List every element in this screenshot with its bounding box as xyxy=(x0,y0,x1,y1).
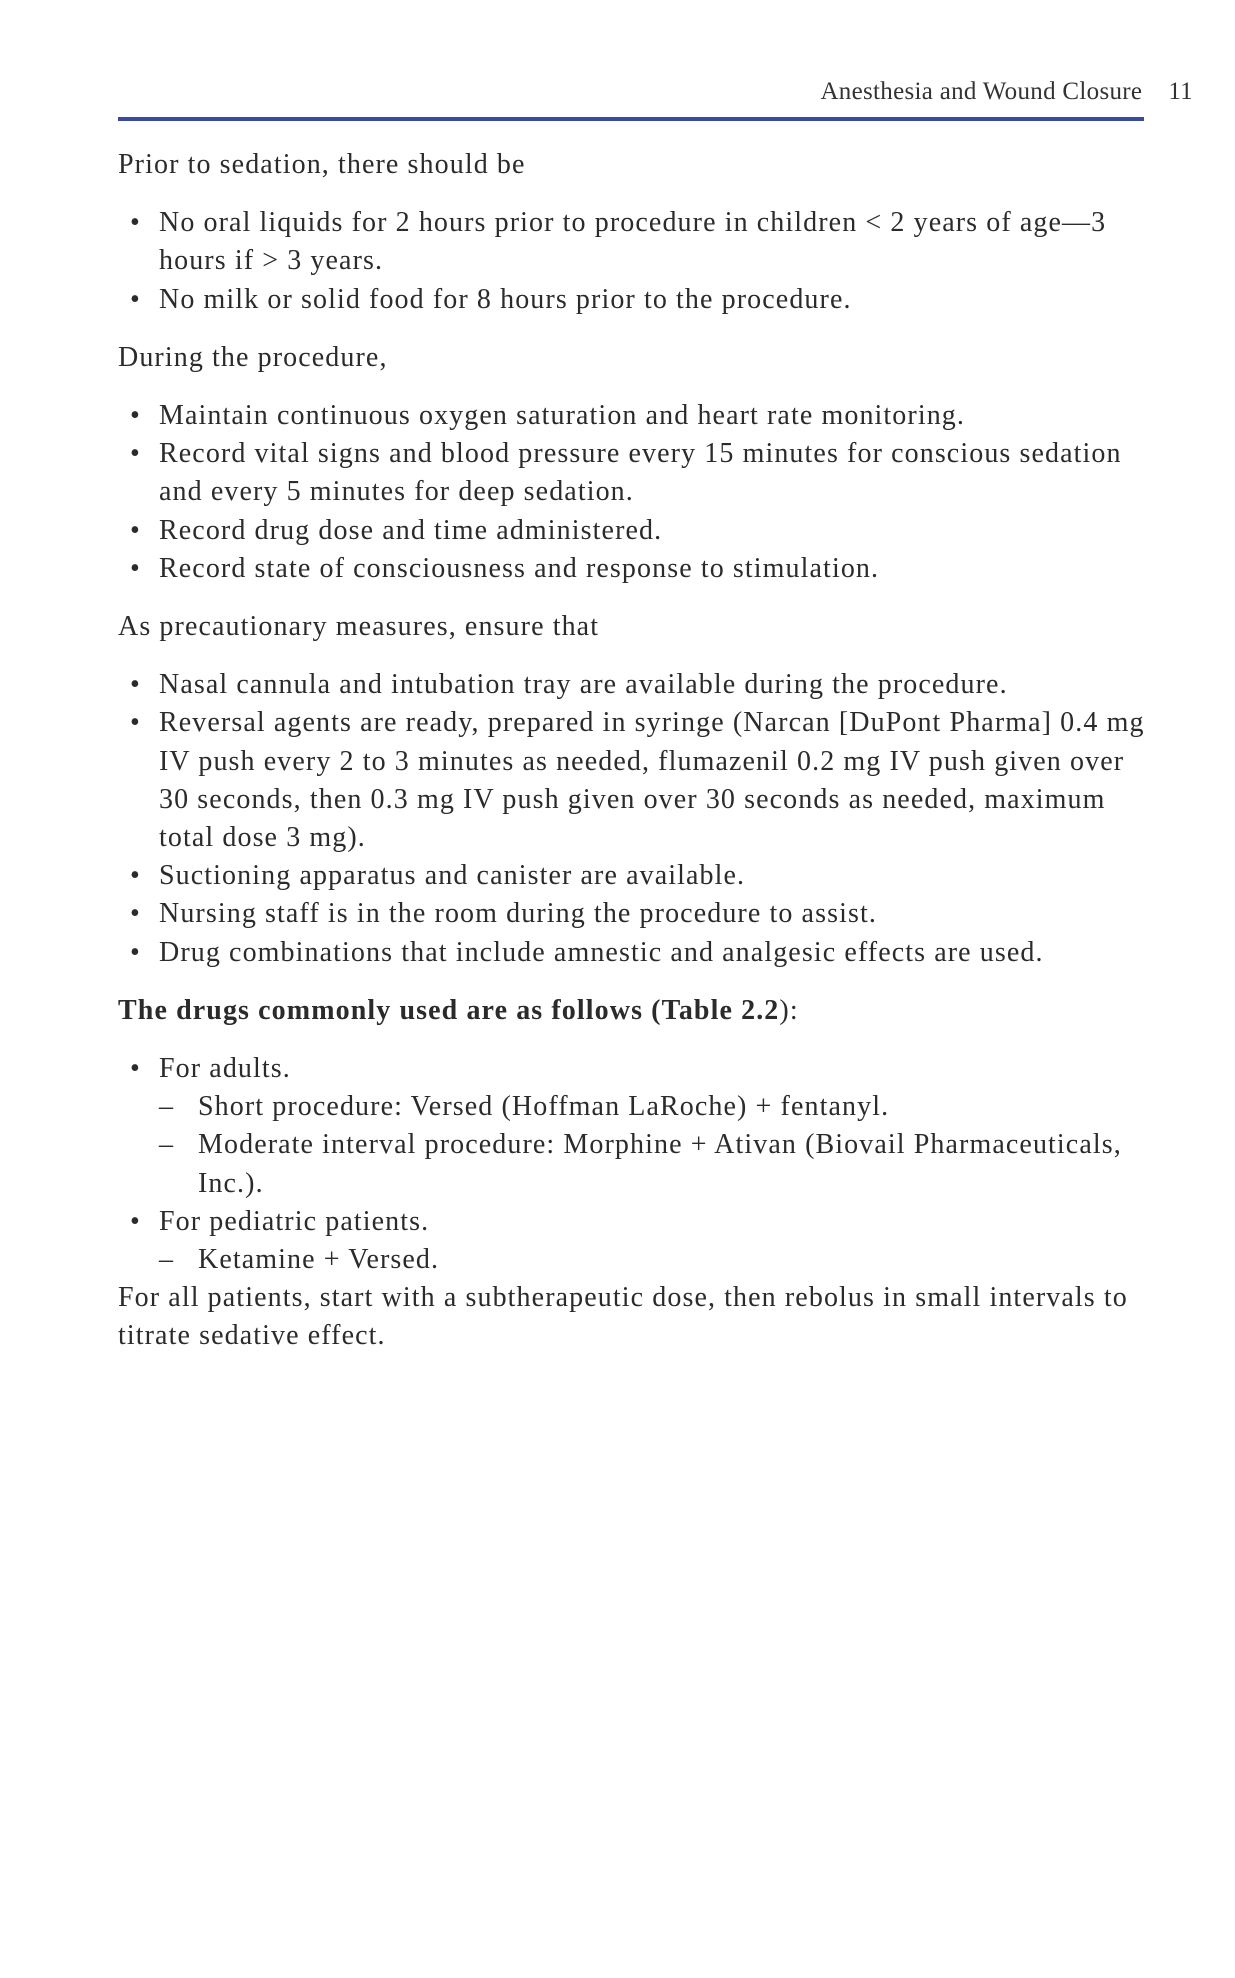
precautions-lead: As precautionary measures, ensure that xyxy=(118,611,600,643)
prior-list xyxy=(118,204,1148,319)
list-item-adults xyxy=(118,1050,1148,1203)
running-title: Anesthesia and Wound Closure xyxy=(820,78,1143,105)
pediatric-label: For pediatric patients. xyxy=(159,1205,430,1237)
prior-lead: Prior to sedation, there should be xyxy=(118,149,526,180)
header-rule xyxy=(118,117,1144,121)
precautions-list xyxy=(118,666,1148,972)
during-lead: During the procedure, xyxy=(118,341,388,373)
list-item: • Record state of consciousness and response to stimulation. xyxy=(118,550,1148,588)
list-item: • Suctioning apparatus and canister are available. xyxy=(118,857,1148,895)
list-item: • Drug combinations that include amnestic and analgesic effects are used. xyxy=(118,934,1148,972)
list-item: • Maintain continuous oxygen saturation and heart rate monitoring. xyxy=(118,397,1148,435)
list-item: • Record drug dose and time administered. xyxy=(118,512,1148,550)
pediatric-sublist xyxy=(159,1241,1148,1279)
adults-sublist xyxy=(159,1088,1148,1203)
drugs-lead-tail: ): xyxy=(779,994,799,1026)
list-item-pediatric xyxy=(118,1203,1148,1279)
running-head xyxy=(73,78,1193,106)
during-list xyxy=(118,397,1148,588)
sublist-item: – Moderate interval procedure: Morphine + Ativan (Biovail Pharmaceuticals, Inc.). xyxy=(159,1126,1148,1202)
sublist-item: – Short procedure: Versed (Hoffman LaRoche) + fentanyl. xyxy=(159,1088,1148,1126)
page-number: 11 xyxy=(1168,78,1193,105)
closing-paragraph: For all patients, start with a subtherapeutic dose, then rebolus in small intervals to titrate sedative effect. xyxy=(118,1282,1128,1352)
sublist-item: – Ketamine + Versed. xyxy=(159,1241,1148,1279)
drugs-list xyxy=(118,1050,1148,1279)
list-item: • No oral liquids for 2 hours prior to procedure in children < 2 years of age—3 hours if > 3 years. xyxy=(118,204,1148,280)
drugs-lead xyxy=(118,992,1148,1030)
list-item: • Record vital signs and blood pressure every 15 minutes for conscious sedation and every 5 minutes for deep sedation. xyxy=(118,435,1148,511)
list-item: • No milk or solid food for 8 hours prior to the procedure. xyxy=(118,281,1148,319)
adults-label: For adults. xyxy=(159,1053,291,1085)
body-text xyxy=(118,146,1148,1356)
list-item: • Nursing staff is in the room during the procedure to assist. xyxy=(118,895,1148,933)
list-item: • Reversal agents are ready, prepared in syringe (Narcan [DuPont Pharma] 0.4 mg IV push every 2 to 3 minutes as needed, flumazenil 0.2 mg IV push given over 30 seconds, then 0.3 mg IV push given over 30 seconds as needed, maximum total dose 3 mg). xyxy=(118,704,1148,857)
drugs-lead-bold: The drugs commonly used are as follows (Table 2.2 xyxy=(118,994,780,1026)
list-item: • Nasal cannula and intubation tray are available during the procedure. xyxy=(118,666,1148,704)
